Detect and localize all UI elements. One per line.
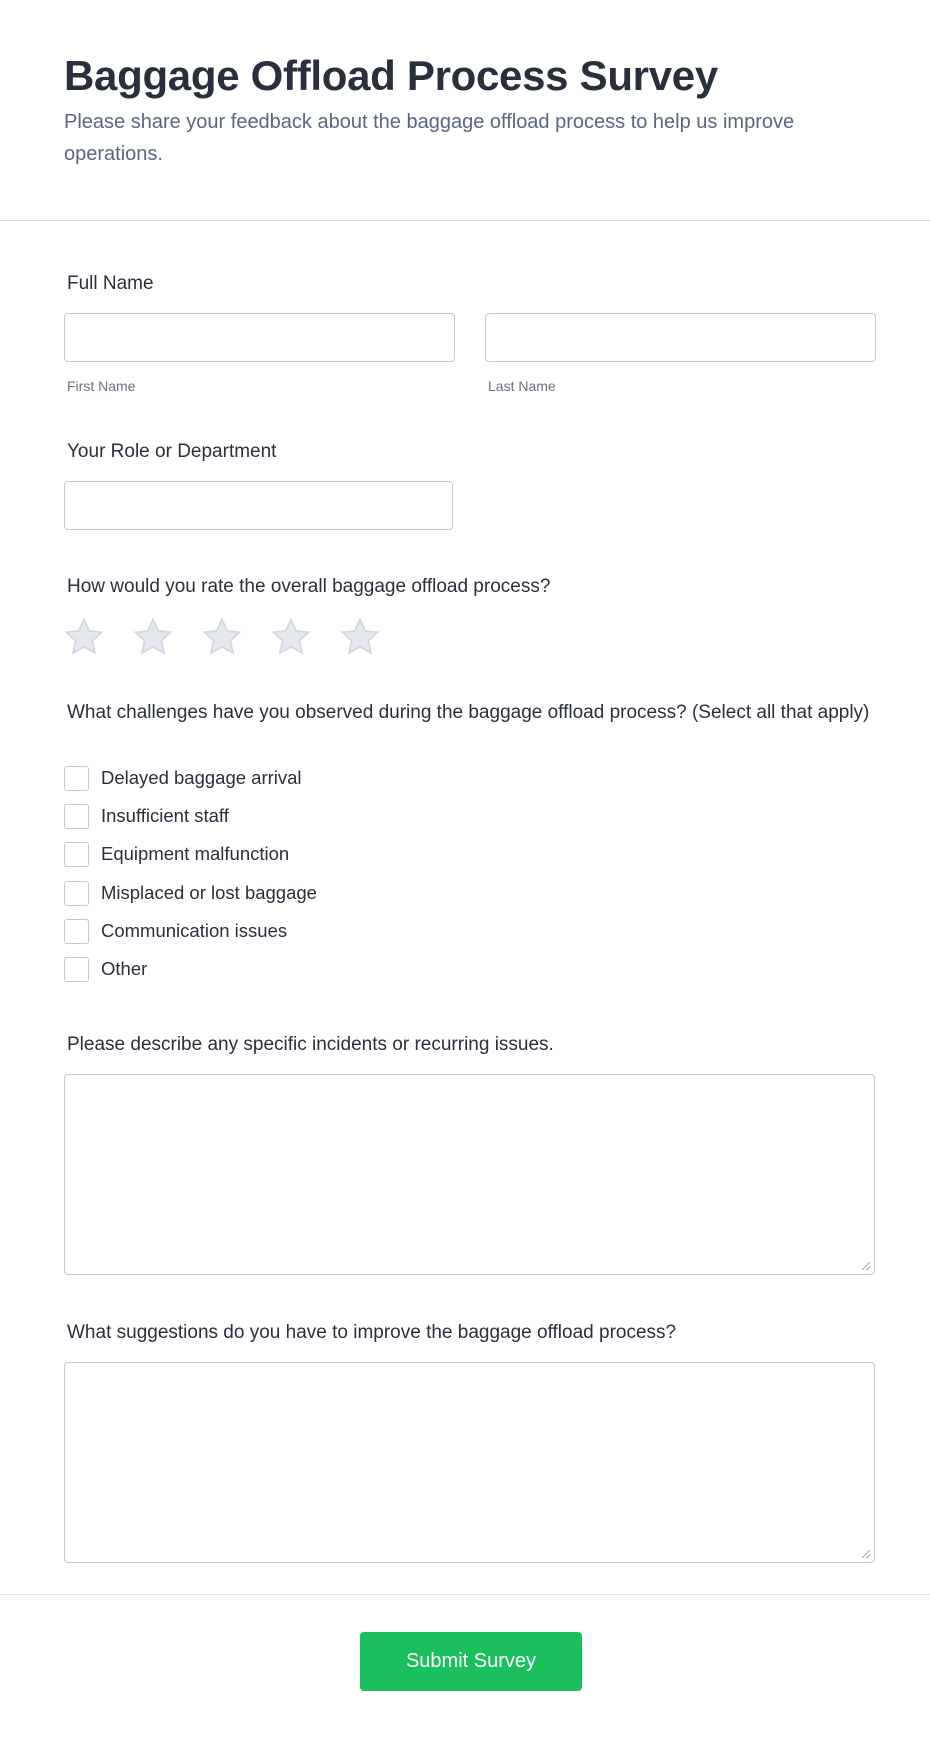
incidents-label: Please describe any specific incidents or recurring issues. — [67, 1034, 554, 1055]
first-name-input[interactable] — [64, 313, 455, 362]
suggestions-label: What suggestions do you have to improve the baggage offload process? — [67, 1322, 677, 1343]
checkbox-delayed-baggage[interactable] — [64, 766, 89, 791]
checkbox-label[interactable]: Insufficient staff — [101, 805, 229, 826]
survey-header — [0, 0, 930, 221]
suggestions-textarea[interactable] — [64, 1362, 875, 1563]
checkbox-label[interactable]: Communication issues — [101, 920, 288, 941]
checkbox-label[interactable]: Delayed baggage arrival — [101, 767, 302, 788]
role-label: Your Role or Department — [67, 441, 277, 462]
checkbox-label[interactable]: Other — [101, 958, 148, 979]
full-name-label: Full Name — [67, 273, 154, 294]
incidents-textarea[interactable] — [64, 1074, 875, 1275]
checkbox-label[interactable]: Equipment malfunction — [101, 843, 290, 864]
checkbox-insufficient-staff[interactable] — [64, 804, 89, 829]
checkbox-communication-issues[interactable] — [64, 919, 89, 944]
page-title: Baggage Offload Process Survey — [64, 52, 718, 99]
checkbox-label[interactable]: Misplaced or lost baggage — [101, 882, 317, 903]
rating-question: How would you rate the overall baggage offload process? — [67, 576, 551, 597]
resize-handle-icon[interactable] — [862, 1550, 870, 1558]
star-5-icon[interactable] — [339, 616, 381, 658]
star-4-icon[interactable] — [270, 616, 312, 658]
first-name-sublabel: First Name — [67, 378, 136, 394]
star-3-icon[interactable] — [201, 616, 243, 658]
page-subtitle: Please share your feedback about the baggage offload process to help us improve operations. — [64, 111, 795, 165]
resize-handle-icon[interactable] — [862, 1262, 870, 1270]
checkbox-equipment-malfunction[interactable] — [64, 842, 89, 867]
star-1-icon[interactable] — [63, 616, 105, 658]
challenges-question: What challenges have you observed during the baggage offload process? (Select all that apply) — [67, 702, 870, 723]
role-input[interactable] — [64, 481, 453, 530]
star-2-icon[interactable] — [132, 616, 174, 658]
checkbox-misplaced-baggage[interactable] — [64, 881, 89, 906]
last-name-sublabel: Last Name — [488, 378, 556, 394]
last-name-input[interactable] — [485, 313, 876, 362]
checkbox-other[interactable] — [64, 957, 89, 982]
footer-divider — [0, 1594, 930, 1595]
submit-survey-button[interactable]: Submit Survey — [360, 1632, 582, 1691]
